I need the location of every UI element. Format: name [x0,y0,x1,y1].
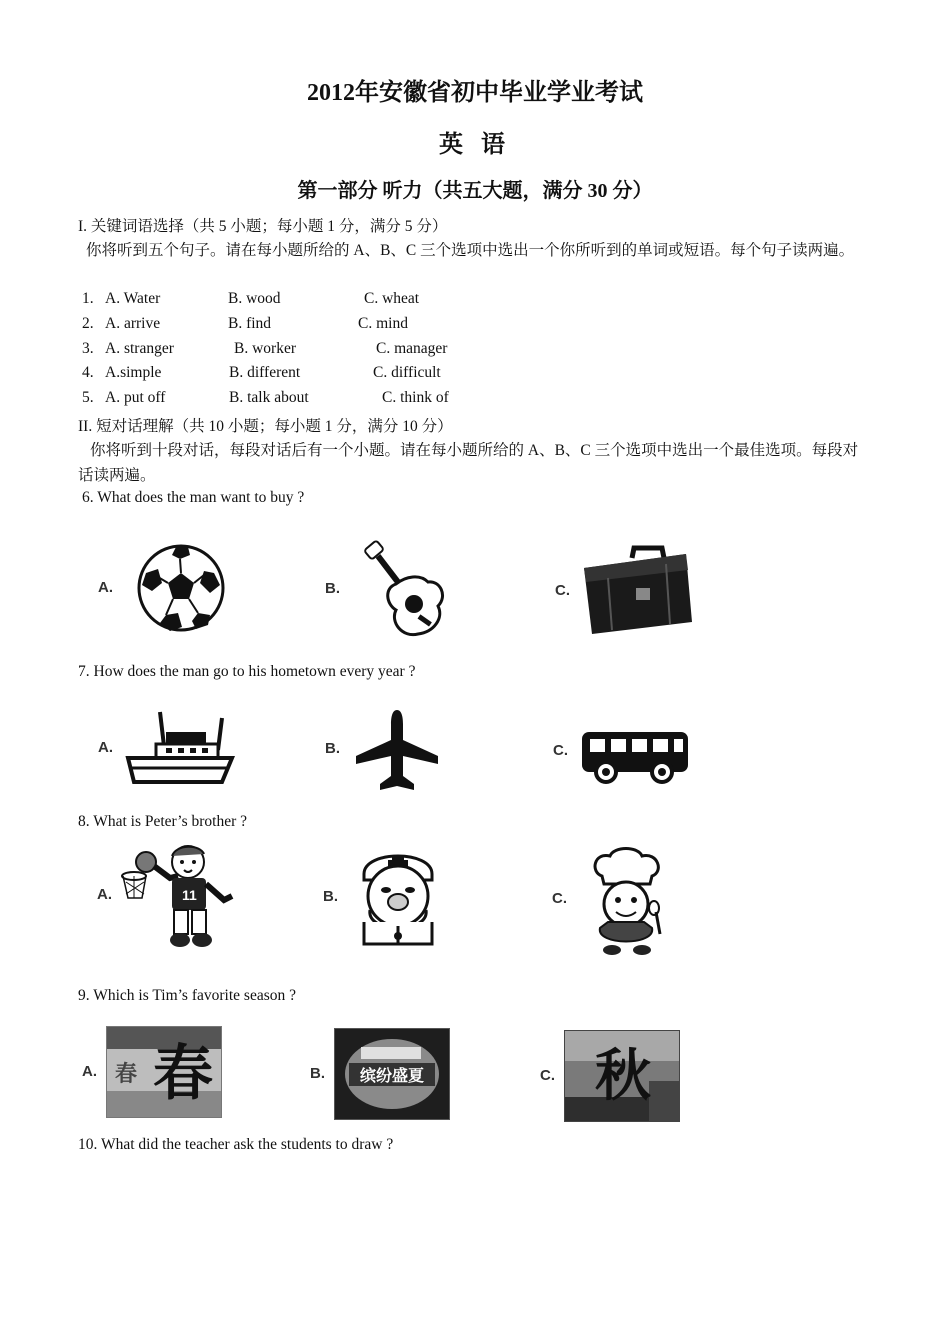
question-9: 9. Which is Tim’s favorite season ? [78,987,296,1004]
option-a: A. arrive [105,315,161,332]
option-a: A. put off [105,389,166,406]
guitar-icon [356,538,456,640]
question-number: 2. [82,315,94,332]
picture-label-c: C. [553,742,568,759]
option-b: B. wood [228,290,281,307]
question-number: 1. [82,290,94,307]
spring-small-char: 春 [115,1061,138,1087]
section2-heading: II. 短对话理解（共 10 小题；每小题 1 分，满分 10 分） [78,418,453,435]
section1-heading: I. 关键词语选择（共 5 小题；每小题 1 分，满分 5 分） [78,218,448,235]
section1-instructions: 你将听到五个句子。请在每小题所给的 A、B、C 三个选项中选出一个你所听到的单词或短语。每个句子读两遍。 [86,242,855,259]
soccer-ball-icon [136,543,226,633]
section2-instructions: 你将听到十段对话，每段对话后有一个小题。请在每小题所给的 A、B、C 三个选项中选出一个最佳选项。每段对话读两遍。 [78,442,859,484]
picture-label-c: C. [555,582,570,599]
briefcase-icon [578,544,696,636]
question-8: 8. What is Peter’s brother ? [78,813,248,830]
question-6: 6. What does the man want to buy ? [82,489,305,506]
option-c: C. mind [358,315,408,332]
question-10: 10. What did the teacher ask the students to draw ? [78,1136,394,1153]
option-b: B. worker [234,340,296,357]
option-c: C. difficult [373,364,441,381]
option-b: B. different [229,364,301,381]
autumn-char: 秋 [595,1043,651,1109]
doctor-icon [346,844,450,948]
spring-card-icon [106,1026,222,1118]
part-title: 第一部分 听力（共五大题，满分 30 分） [297,180,653,202]
option-c: C. wheat [364,290,420,307]
option-c: C. think of [382,389,449,406]
airplane-icon [354,708,440,794]
picture-label-a: A. [98,739,113,756]
exam-title: 2012年安徽省初中毕业学业考试 [307,80,643,106]
picture-label-a: A. [97,886,112,903]
picture-label-a: A. [82,1063,97,1080]
spring-char: 春 [153,1039,213,1109]
bus-icon [580,728,690,784]
cook-icon [586,846,670,956]
svg-text:11: 11 [182,887,197,903]
question-number: 3. [82,340,94,357]
question-number: 4. [82,364,94,381]
autumn-card-icon [564,1030,680,1122]
question-number: 5. [82,389,94,406]
subject-title: 英 语 [439,132,511,158]
basketball-player-icon [120,840,242,950]
option-a: A.simple [105,364,162,381]
ship-icon [126,710,234,786]
picture-label-b: B. [310,1065,325,1082]
picture-label-b: B. [325,580,340,597]
picture-label-b: B. [325,740,340,757]
option-c: C. manager [376,340,448,357]
summer-card-icon [334,1028,450,1120]
picture-label-c: C. [552,890,567,907]
picture-label-b: B. [323,888,338,905]
option-b: B. talk about [229,389,309,406]
picture-label-a: A. [98,579,113,596]
summer-text: 缤纷盛夏 [349,1063,435,1086]
option-a: A. Water [105,290,161,307]
picture-label-c: C. [540,1067,555,1084]
option-a: A. stranger [105,340,174,357]
question-7: 7. How does the man go to his hometown every year ? [78,663,416,680]
option-b: B. find [228,315,272,332]
